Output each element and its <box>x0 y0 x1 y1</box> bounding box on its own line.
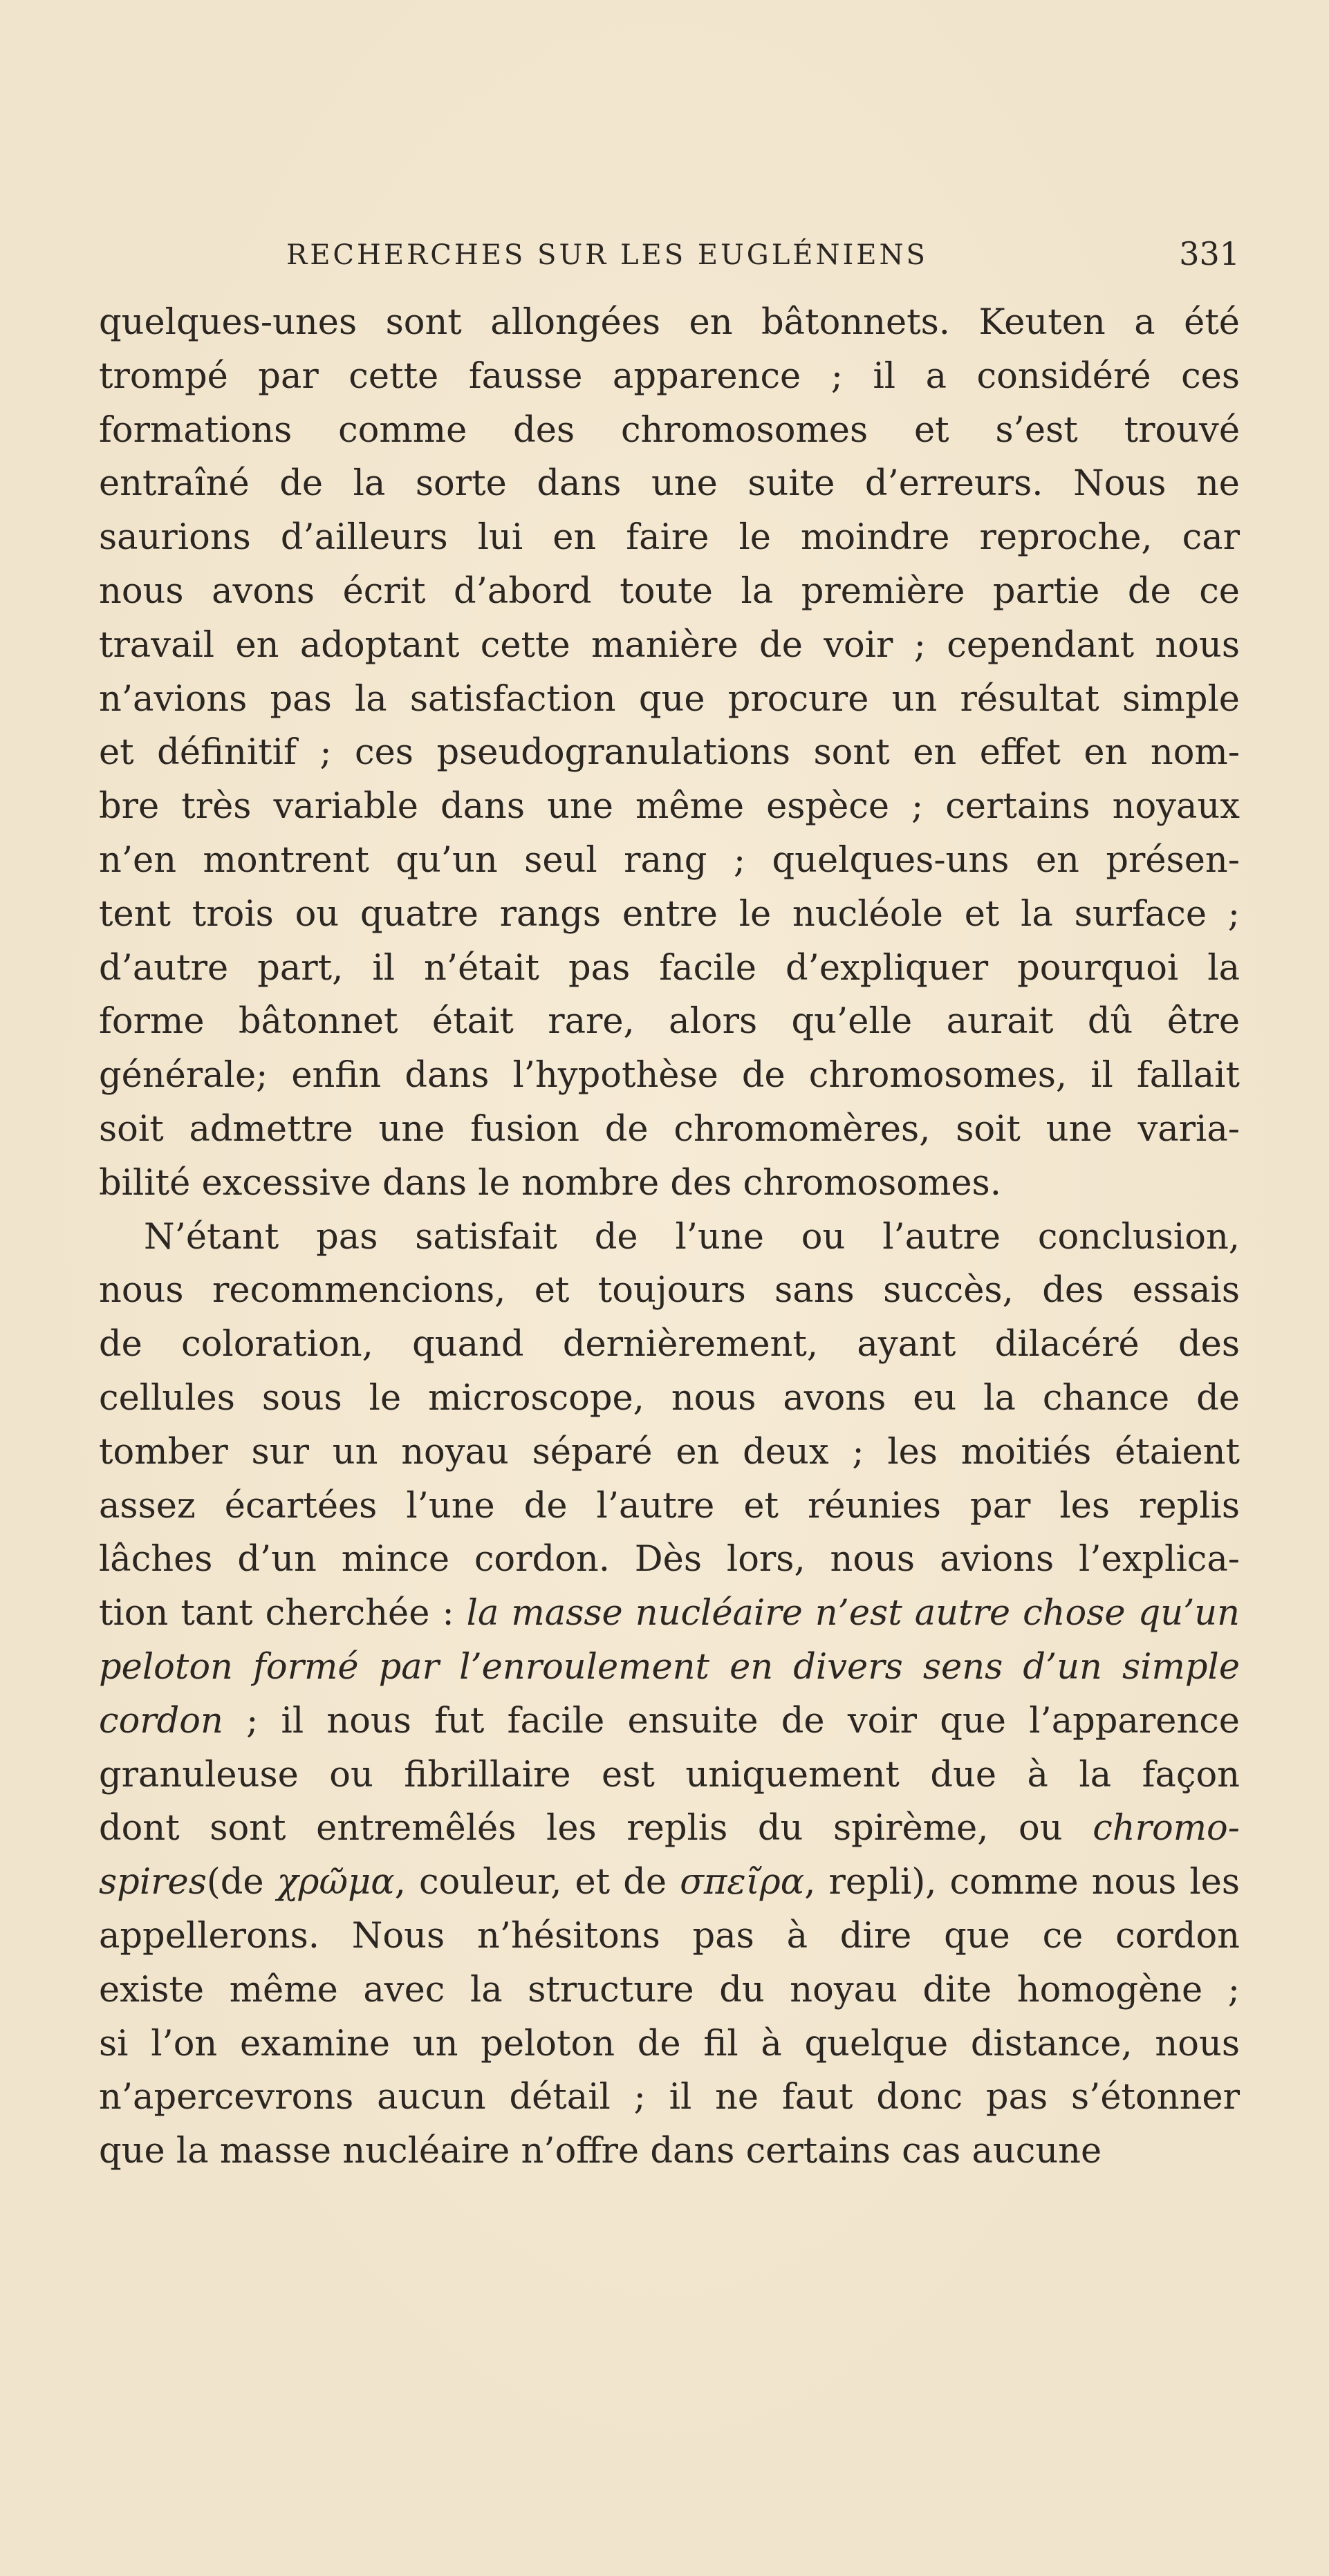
italic-text: χρῶμα <box>277 1862 395 1903</box>
text-segment: bilité excessive dans le nombre des chromosomes. <box>99 1162 1001 1204</box>
page-number: 331 <box>1179 235 1240 272</box>
text-line <box>99 1372 1240 1426</box>
text-segment: lâches d’un mince cordon. Dès lors, nous avions l’explica- <box>99 1539 1240 1580</box>
text-line <box>99 619 1240 673</box>
text-segment: si l’on examine un peloton de fil à quelque distance, nous <box>99 2023 1240 2064</box>
text-line <box>99 2071 1240 2125</box>
italic-text: cordon <box>99 1700 223 1742</box>
italic-text: la masse nucléaire n’est autre chose qu’un <box>466 1593 1240 1634</box>
text-segment: bre très variable dans une même espèce ; certains noyaux <box>99 786 1240 828</box>
text-segment: N’étant pas satisfait de l’une ou l’autre conclusion, <box>144 1216 1240 1258</box>
text-line <box>99 1480 1240 1533</box>
text-line <box>99 673 1240 727</box>
text-segment: trompé par cette fausse apparence ; il a considéré ces <box>99 355 1240 397</box>
text-line <box>99 511 1240 565</box>
text-line <box>99 1318 1240 1372</box>
text-segment: n’avions pas la satisfaction que procure un résultat simple <box>99 678 1240 720</box>
text-line <box>99 995 1240 1049</box>
text-line <box>99 888 1240 942</box>
text-line <box>99 780 1240 834</box>
text-line <box>99 1587 1240 1641</box>
text-line <box>99 1695 1240 1748</box>
text-line <box>99 1157 1240 1211</box>
text-line <box>99 1963 1240 2017</box>
text-segment: saurions d’ailleurs lui en faire le moindre reproche, car <box>99 517 1240 559</box>
text-segment: existe même avec la structure du noyau dite homogène ; <box>99 1969 1240 2010</box>
text-line <box>99 565 1240 619</box>
text-line <box>99 942 1240 996</box>
text-line <box>99 1641 1240 1695</box>
text-line <box>99 1211 1240 1264</box>
text-segment: et définitif ; ces pseudogranulations sont en effet en nom- <box>99 732 1240 774</box>
text-line <box>99 457 1240 511</box>
text-segment: n’apercevrons aucun détail ; il ne faut donc pas s’étonner <box>99 2077 1240 2118</box>
text-segment: dont sont entremêlés les replis du spirème, ou <box>99 1808 1093 1849</box>
text-line <box>99 1856 1240 1910</box>
text-line <box>99 296 1240 350</box>
text-line <box>99 2125 1240 2178</box>
text-segment: d’autre part, il n’était pas facile d’expliquer pourquoi la <box>99 947 1240 989</box>
italic-text: σπεῖρα <box>680 1862 805 1903</box>
text-line <box>99 834 1240 888</box>
text-segment: ; il nous fut facile ensuite de voir que l’apparence <box>223 1700 1240 1742</box>
text-segment: cellules sous le microscope, nous avons eu la chance de <box>99 1377 1240 1419</box>
text-segment: entraîné de la sorte dans une suite d’erreurs. Nous ne <box>99 463 1240 505</box>
text-segment: , couleur, et de <box>394 1862 680 1903</box>
text-segment: (de <box>206 1862 277 1903</box>
text-line <box>99 1910 1240 1963</box>
text-line <box>99 2017 1240 2071</box>
text-segment: quelques-unes sont allongées en bâtonnets. Keuten a été <box>99 302 1240 343</box>
text-line <box>99 1103 1240 1157</box>
text-segment: générale; enfin dans l’hypothèse de chromosomes, il fallait <box>99 1055 1240 1096</box>
running-title: RECHERCHES SUR LES EUGLÉNIENS <box>286 239 928 271</box>
text-segment: de coloration, quand dernièrement, ayant dilacéré des <box>99 1324 1240 1365</box>
text-segment: tomber sur un noyau séparé en deux ; les moitiés étaient <box>99 1431 1240 1473</box>
text-segment: forme bâtonnet était rare, alors qu’elle aurait dû être <box>99 1001 1240 1043</box>
text-line <box>99 1426 1240 1480</box>
italic-text: chromo- <box>1093 1808 1240 1849</box>
text-line <box>99 1264 1240 1318</box>
text-line <box>99 1049 1240 1103</box>
text-segment: soit admettre une fusion de chromomères, soit une varia- <box>99 1108 1240 1150</box>
text-segment: assez écartées l’une de l’autre et réunies par les replis <box>99 1485 1240 1527</box>
italic-text: spires <box>99 1862 207 1903</box>
text-segment: tion tant cherchée : <box>99 1593 467 1634</box>
text-segment: nous recommencions, et toujours sans succès, des essais <box>99 1270 1240 1312</box>
italic-text: peloton formé par l’enroulement en divers sens d’un simple <box>99 1646 1240 1688</box>
text-segment: , repli), comme nous les <box>804 1862 1240 1903</box>
text-segment: travail en adoptant cette manière de voir ; cependant nous <box>99 624 1240 666</box>
text-segment: tent trois ou quatre rangs entre le nucléole et la surface ; <box>99 893 1240 935</box>
text-line <box>99 1748 1240 1802</box>
text-line <box>99 1802 1240 1856</box>
body-text <box>99 296 1240 2178</box>
text-line <box>99 1533 1240 1587</box>
text-segment: que la masse nucléaire n’offre dans certains cas aucune <box>99 2131 1102 2172</box>
text-line <box>99 350 1240 404</box>
text-segment: n’en montrent qu’un seul rang ; quelques-uns en présen- <box>99 839 1240 881</box>
text-segment: formations comme des chromosomes et s’est trouvé <box>99 409 1240 451</box>
text-segment: nous avons écrit d’abord toute la première partie de ce <box>99 570 1240 612</box>
running-head <box>99 234 1240 282</box>
text-segment: appellerons. Nous n’hésitons pas à dire que ce cordon <box>99 1915 1240 1957</box>
text-line <box>99 404 1240 458</box>
text-line <box>99 726 1240 780</box>
text-segment: granuleuse ou fibrillaire est uniquement due à la façon <box>99 1754 1240 1795</box>
